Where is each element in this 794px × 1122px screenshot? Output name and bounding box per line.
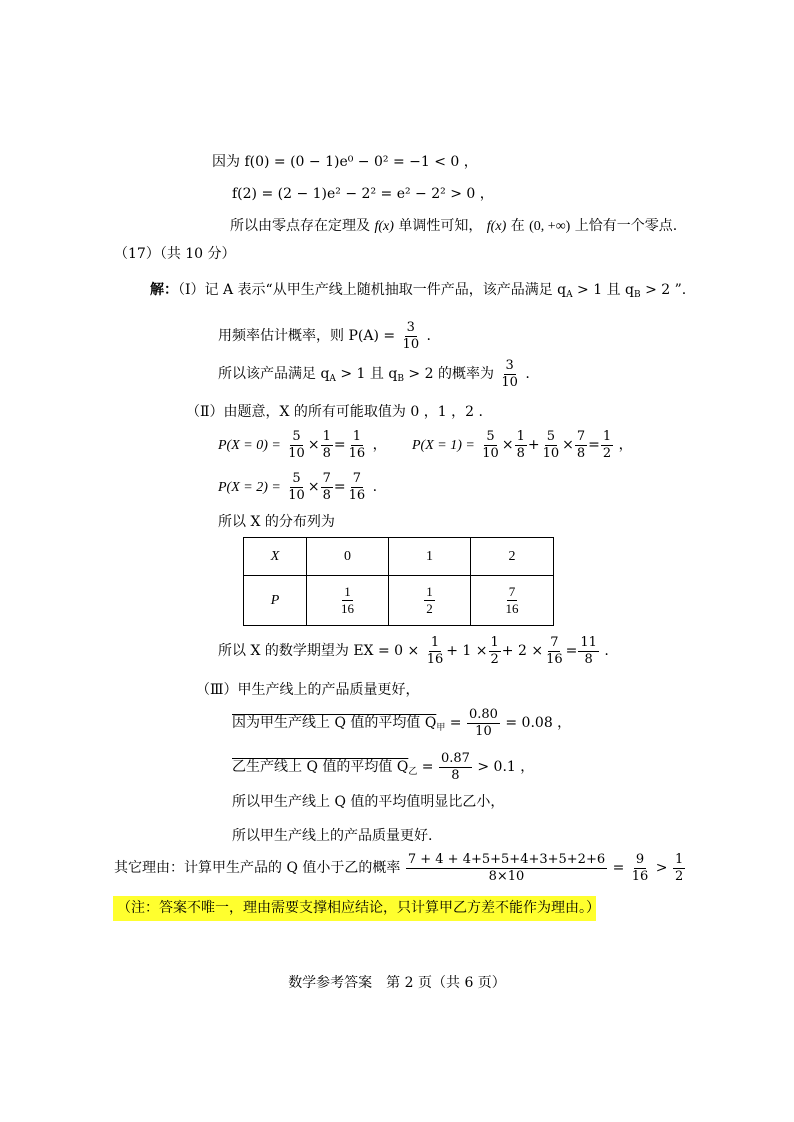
p-x0: P(X = 0) = $\frac{5}{10}$ × $\frac{1}{8}$ = $\frac{1}{16}$ ， — [218, 428, 387, 461]
table-row — [244, 576, 554, 626]
line-f2: f(2) = (2 − 1)e² − 2² = e² − 2² > 0 ， — [232, 186, 494, 202]
table-cell: X — [244, 538, 307, 576]
text: > 1 且 q — [335, 366, 398, 382]
p-x1: P(X = 1) = $\frac{5}{10}$ × $\frac{1}{8}$ + $\frac{5}{10}$ × $\frac{7}{8}$ = $\frac{1}{2}$ ， — [412, 428, 633, 461]
solution-label: 解： — [150, 282, 178, 298]
expectation: 所以 X 的数学期望为 EX = 0 × $\frac{1}{16}$ + 1 × $\frac{1}{2}$ + 2 × $\frac{7}{16}$ = $\frac{11}{8}$ . — [218, 634, 609, 667]
math-fx: f(x) — [486, 219, 507, 234]
dist-intro: 所以 X 的分布列为 — [218, 514, 335, 530]
table-cell: 2 — [471, 538, 554, 576]
distribution-table — [243, 537, 554, 626]
table-cell: $\frac{1}{2}$ — [389, 576, 471, 626]
p-x2: P(X = 2) = $\frac{5}{10}$ × $\frac{7}{8}$ = $\frac{7}{16}$ . — [218, 470, 378, 503]
part3-mean-a: 因为甲生产线上 Q 值的平均值 $Q_甲$ = $\frac{0.80}{10}$ = 0.08 ， — [232, 706, 572, 739]
table-cell: 0 — [307, 538, 389, 576]
fraction: $\frac{3}{10}$ — [402, 319, 420, 352]
table-cell: $\frac{7}{16}$ — [471, 576, 554, 626]
table-row — [244, 538, 554, 576]
text: 用频率估计概率，则 P(A) = — [218, 328, 396, 344]
part1-freq: 用频率估计概率，则 P(A) = $\frac{3}{10}$ . — [218, 319, 431, 352]
part2-head: （Ⅱ）由题意，X 的所有可能取值为 0 ，1 ，2 . — [186, 404, 483, 420]
text: （Ⅰ）记 A 表示“从甲生产线上随机抽取一件产品，该产品满足 q — [178, 282, 567, 298]
part3-mean-b: 乙生产线上 Q 值的平均值 $Q_乙$ = $\frac{0.87}{8}$ > 0.1 ， — [232, 750, 535, 783]
part3-conclusion: 所以甲生产线上的产品质量更好. — [232, 828, 433, 844]
text: > 2 的概率为 — [403, 366, 494, 382]
part3-head: （Ⅲ）甲生产线上的产品质量更好， — [196, 682, 420, 698]
text: > 2 ”. — [640, 282, 687, 298]
note: （注：答案不唯一，理由需要支撑相应结论，只计算甲乙方差不能作为理由。） — [117, 900, 600, 916]
question-17-header: （17）（共 10 分） — [114, 246, 236, 262]
part1-intro — [150, 280, 686, 300]
page-footer: 数学参考答案 第 2 页（共 6 页） — [288, 975, 506, 991]
line-conclusion — [230, 216, 677, 237]
table-cell: 1 — [389, 538, 471, 576]
sub: B — [634, 290, 641, 300]
sub: A — [566, 290, 573, 300]
table-cell: $\frac{1}{16}$ — [307, 576, 389, 626]
math-interval: (0, +∞) — [529, 219, 571, 234]
text: 在 — [510, 218, 525, 234]
text: 所以该产品满足 q — [218, 366, 330, 382]
fraction: $\frac{3}{10}$ — [501, 357, 518, 390]
part3-compare: 所以甲生产线上 Q 值的平均值明显比乙小， — [232, 794, 505, 810]
text: > 1 且 q — [572, 282, 635, 298]
text: 单调性可知， — [398, 218, 483, 234]
text: 所以由零点存在定理及 — [230, 218, 370, 234]
table-cell: P — [244, 576, 307, 626]
text: 上恰有一个零点. — [574, 218, 678, 234]
other-reason: 其它理由：计算甲生产品的 Q 值小于乙的概率 $\frac{7 + 4 + 4+5+5+4+3+5+2+6}{8\times 10}$ = $\frac{9}{16}$ > $\frac{1}{2}$ — [114, 851, 684, 884]
math-fx: f(x) — [374, 219, 394, 234]
part1-so: 所以该产品满足 $q_A > 1$ 且 $q_B > 2$ 的概率为 $\frac{3}{10}$ . — [218, 357, 530, 390]
line-f0: 因为 f(0) = (0 − 1)e⁰ − 0² = −1 < 0 ， — [212, 154, 478, 170]
